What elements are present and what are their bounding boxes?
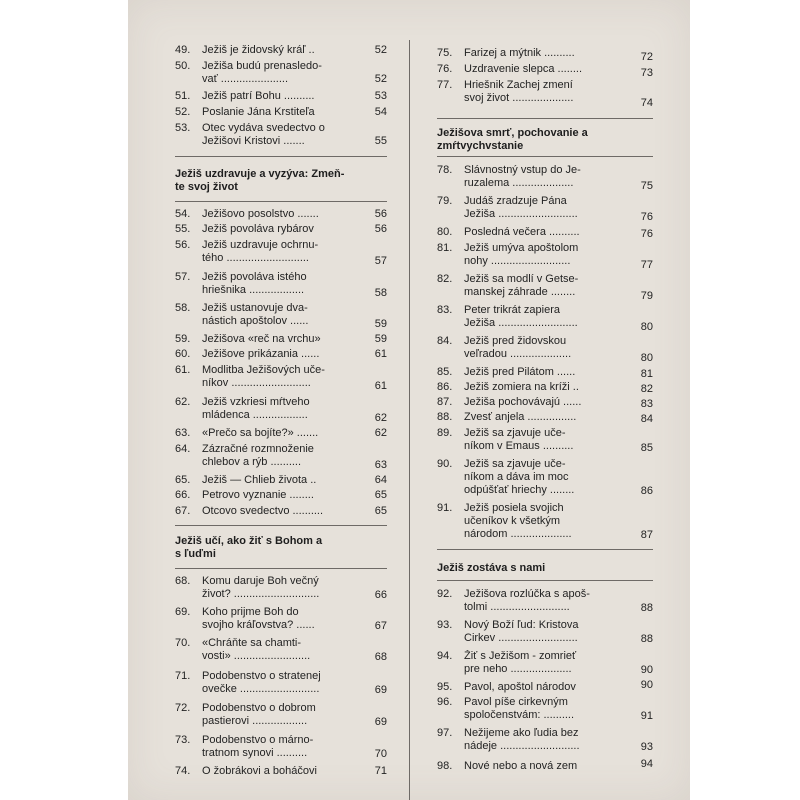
entry-number: 72. [175, 702, 191, 714]
entry-title: Ježiš sa zjavuje uče- níkom a dáva im moc odpúšťať hriechy ........ [464, 458, 575, 496]
entry-page: 79 [640, 290, 653, 302]
entry-number: 51. [175, 90, 191, 102]
entry-number: 63. [175, 427, 191, 439]
entry-number: 81. [437, 242, 453, 254]
entry-number: 82. [437, 273, 453, 285]
entry-title: Farizej a mýtnik .......... [464, 47, 575, 59]
entry-number: 98. [437, 760, 453, 772]
entry-title: Nový Boží ľud: Kristova Cirkev .......................... [464, 619, 579, 644]
entry-title: Koho prijme Boh do svojho kráľovstva? ...... [202, 606, 315, 631]
entry-title: Posledná večera .......... [464, 226, 580, 238]
entry-title: Ježiš vzkriesi mŕtveho mládenca .................. [202, 396, 310, 421]
entry-page: 81 [640, 368, 653, 380]
entry-title: Ježiš posiela svojich učeníkov k všetkým národom .................... [464, 502, 572, 540]
entry-page: 76 [640, 211, 653, 223]
entry-number: 84. [437, 335, 453, 347]
entry-page: 73 [640, 67, 653, 79]
entry-page: 91 [640, 710, 653, 722]
entry-number: 88. [437, 411, 453, 423]
entry-title: Hriešnik Zachej zmení svoj život .................... [464, 79, 574, 104]
entry-page: 66 [374, 589, 387, 601]
entry-title: Podobenstvo o stratenej ovečke .......................... [202, 670, 321, 695]
entry-number: 66. [175, 489, 191, 501]
entry-title: «Prečo sa bojíte?» ....... [202, 427, 319, 439]
entry-page: 86 [640, 485, 653, 497]
entry-title: Ježiš povoláva istého hriešnika .................. [202, 271, 307, 296]
entry-title: Ježiš je židovský kráľ .. [202, 44, 315, 56]
entry-page: 80 [640, 352, 653, 364]
entry-page: 88 [640, 602, 653, 614]
entry-title: Ježiša pochovávajú ...... [464, 396, 582, 408]
entry-page: 64 [374, 474, 387, 486]
entry-number: 74. [175, 765, 191, 777]
entry-number: 86. [437, 381, 453, 393]
entry-number: 91. [437, 502, 453, 514]
section-rule [437, 156, 653, 157]
entry-title: «Chráňte sa chamti- vosti» ......................... [202, 637, 311, 662]
entry-title: Podobenstvo o dobrom pastierovi .................. [202, 702, 316, 727]
entry-number: 92. [437, 588, 453, 600]
entry-number: 89. [437, 427, 453, 439]
entry-number: 76. [437, 63, 453, 75]
entry-page: 67 [374, 620, 387, 632]
entry-number: 83. [437, 304, 453, 316]
entry-title: Zázračné rozmnoženie chlebov a rýb .......... [202, 443, 314, 468]
entry-page: 63 [374, 459, 387, 471]
toc-column-right [437, 0, 653, 800]
entry-page: 65 [374, 505, 387, 517]
entry-title: Zvesť anjela ................ [464, 411, 577, 423]
entry-page: 55 [374, 135, 387, 147]
entry-number: 59. [175, 333, 191, 345]
section-rule [437, 118, 653, 119]
entry-title: Ježišova rozlúčka s apoš- tolmi .......................... [464, 588, 590, 613]
section-heading: Ježiš uzdravuje a vyzýva: Zmeň- te svoj život [175, 168, 345, 193]
entry-page: 71 [374, 765, 387, 777]
entry-page: 56 [374, 208, 387, 220]
entry-title: Nové nebo a nová zem [464, 760, 578, 772]
entry-page: 69 [374, 716, 387, 728]
entry-title: Judáš zradzuje Pána Ježiša .......................... [464, 195, 578, 220]
section-heading: Ježiš učí, ako žiť s Bohom a s ľuďmi [175, 535, 323, 560]
entry-page: 62 [374, 427, 387, 439]
entry-title: Žiť s Ježišom - zomrieť pre neho .................... [464, 650, 577, 675]
entry-title: Ježiš sa modlí v Getse- manskej záhrade ........ [464, 273, 579, 298]
entry-title: Modlitba Ježišových uče- níkov .......................... [202, 364, 325, 389]
entry-number: 71. [175, 670, 191, 682]
entry-title: O žobrákovi a boháčovi [202, 765, 317, 777]
section-rule [175, 525, 387, 526]
entry-number: 75. [437, 47, 453, 59]
entry-number: 56. [175, 239, 191, 251]
entry-title: Petrovo vyznanie ........ [202, 489, 314, 501]
entry-title: Pavol, apoštol národov [464, 681, 576, 693]
entry-title: Otcovo svedectvo .......... [202, 505, 324, 517]
entry-page: 56 [374, 223, 387, 235]
entry-number: 62. [175, 396, 191, 408]
entry-page: 88 [640, 633, 653, 645]
entry-title: Ježiš ustanovuje dva- nástich apoštolov ...... [202, 302, 309, 327]
section-rule [437, 549, 653, 550]
entry-number: 73. [175, 734, 191, 746]
entry-title: Peter trikrát zapiera Ježiša .......................... [464, 304, 578, 329]
entry-page: 94 [640, 758, 653, 770]
entry-title: Uzdravenie slepca ........ [464, 63, 582, 75]
entry-page: 75 [640, 180, 653, 192]
entry-page: 90 [640, 679, 653, 691]
entry-title: Slávnostný vstup do Je- ruzalema .................... [464, 164, 581, 189]
entry-title: Ježiš — Chlieb života .. [202, 474, 317, 486]
entry-number: 50. [175, 60, 191, 72]
entry-title: Ježiš sa zjavuje uče- níkom v Emaus .......... [464, 427, 574, 452]
entry-number: 77. [437, 79, 453, 91]
entry-page: 80 [640, 321, 653, 333]
entry-number: 68. [175, 575, 191, 587]
entry-number: 54. [175, 208, 191, 220]
entry-page: 84 [640, 413, 653, 425]
entry-page: 58 [374, 287, 387, 299]
section-heading: Ježiš zostáva s nami [437, 562, 546, 574]
entry-number: 94. [437, 650, 453, 662]
entry-number: 55. [175, 223, 191, 235]
entry-number: 79. [437, 195, 453, 207]
entry-title: Ježiš pred Pilátom ...... [464, 366, 576, 378]
entry-number: 93. [437, 619, 453, 631]
entry-page: 62 [374, 412, 387, 424]
entry-page: 83 [640, 398, 653, 410]
entry-title: Ježiš patrí Bohu .......... [202, 90, 315, 102]
entry-title: Ježiš uzdravuje ochrnu- tého ........................... [202, 239, 319, 264]
entry-page: 69 [374, 684, 387, 696]
entry-title: Ježišove prikázania ...... [202, 348, 320, 360]
entry-number: 87. [437, 396, 453, 408]
column-divider [409, 40, 410, 800]
entry-page: 82 [640, 383, 653, 395]
entry-page: 59 [374, 333, 387, 345]
entry-page: 61 [374, 348, 387, 360]
entry-number: 52. [175, 106, 191, 118]
entry-page: 85 [640, 442, 653, 454]
entry-page: 57 [374, 255, 387, 267]
entry-number: 60. [175, 348, 191, 360]
entry-page: 87 [640, 529, 653, 541]
entry-number: 49. [175, 44, 191, 56]
entry-title: Poslanie Jána Krstiteľa [202, 106, 315, 118]
entry-title: Ježišova «reč na vrchu» [202, 333, 321, 345]
entry-page: 52 [374, 73, 387, 85]
entry-title: Ježiš povoláva rybárov [202, 223, 314, 235]
entry-number: 53. [175, 122, 191, 134]
entry-page: 65 [374, 489, 387, 501]
entry-title: Podobenstvo o márno- tratnom synovi .......... [202, 734, 314, 759]
entry-title: Pavol píše cirkevným spoločenstvám: .......... [464, 696, 575, 721]
entry-number: 58. [175, 302, 191, 314]
entry-page: 70 [374, 748, 387, 760]
entry-number: 78. [437, 164, 453, 176]
entry-number: 80. [437, 226, 453, 238]
entry-page: 52 [374, 44, 387, 56]
entry-title: Ježišovo posolstvo ....... [202, 208, 319, 220]
entry-page: 77 [640, 259, 653, 271]
entry-number: 95. [437, 681, 453, 693]
entry-page: 53 [374, 90, 387, 102]
entry-page: 68 [374, 651, 387, 663]
section-rule [437, 580, 653, 581]
entry-number: 67. [175, 505, 191, 517]
entry-title: Ježiš zomiera na kríži .. [464, 381, 579, 393]
entry-page: 54 [374, 106, 387, 118]
entry-title: Ježiša budú prenasledo- vať ...................... [202, 60, 322, 85]
section-rule [175, 568, 387, 569]
toc-column-left [175, 0, 387, 800]
entry-number: 69. [175, 606, 191, 618]
entry-number: 96. [437, 696, 453, 708]
entry-page: 72 [640, 51, 653, 63]
entry-title: Ježiš pred židovskou veľradou .................... [464, 335, 572, 360]
section-rule [175, 156, 387, 157]
entry-page: 59 [374, 318, 387, 330]
entry-number: 61. [175, 364, 191, 376]
entry-number: 85. [437, 366, 453, 378]
entry-page: 74 [640, 97, 653, 109]
entry-page: 90 [640, 664, 653, 676]
entry-title: Komu daruje Boh večný život? ............................ [202, 575, 320, 600]
entry-number: 65. [175, 474, 191, 486]
entry-number: 90. [437, 458, 453, 470]
section-rule [175, 201, 387, 202]
section-heading: Ježišova smrť, pochovanie a zmŕtvychvstanie [437, 127, 588, 152]
entry-page: 76 [640, 228, 653, 240]
entry-number: 64. [175, 443, 191, 455]
entry-page: 61 [374, 380, 387, 392]
entry-page: 93 [640, 741, 653, 753]
entry-number: 57. [175, 271, 191, 283]
entry-title: Ježiš umýva apoštolom nohy .......................... [464, 242, 579, 267]
entry-number: 97. [437, 727, 453, 739]
entry-number: 70. [175, 637, 191, 649]
entry-title: Nežijeme ako ľudia bez nádeje .......................... [464, 727, 580, 752]
entry-title: Otec vydáva svedectvo o Ježišovi Kristovi ....... [202, 122, 325, 147]
